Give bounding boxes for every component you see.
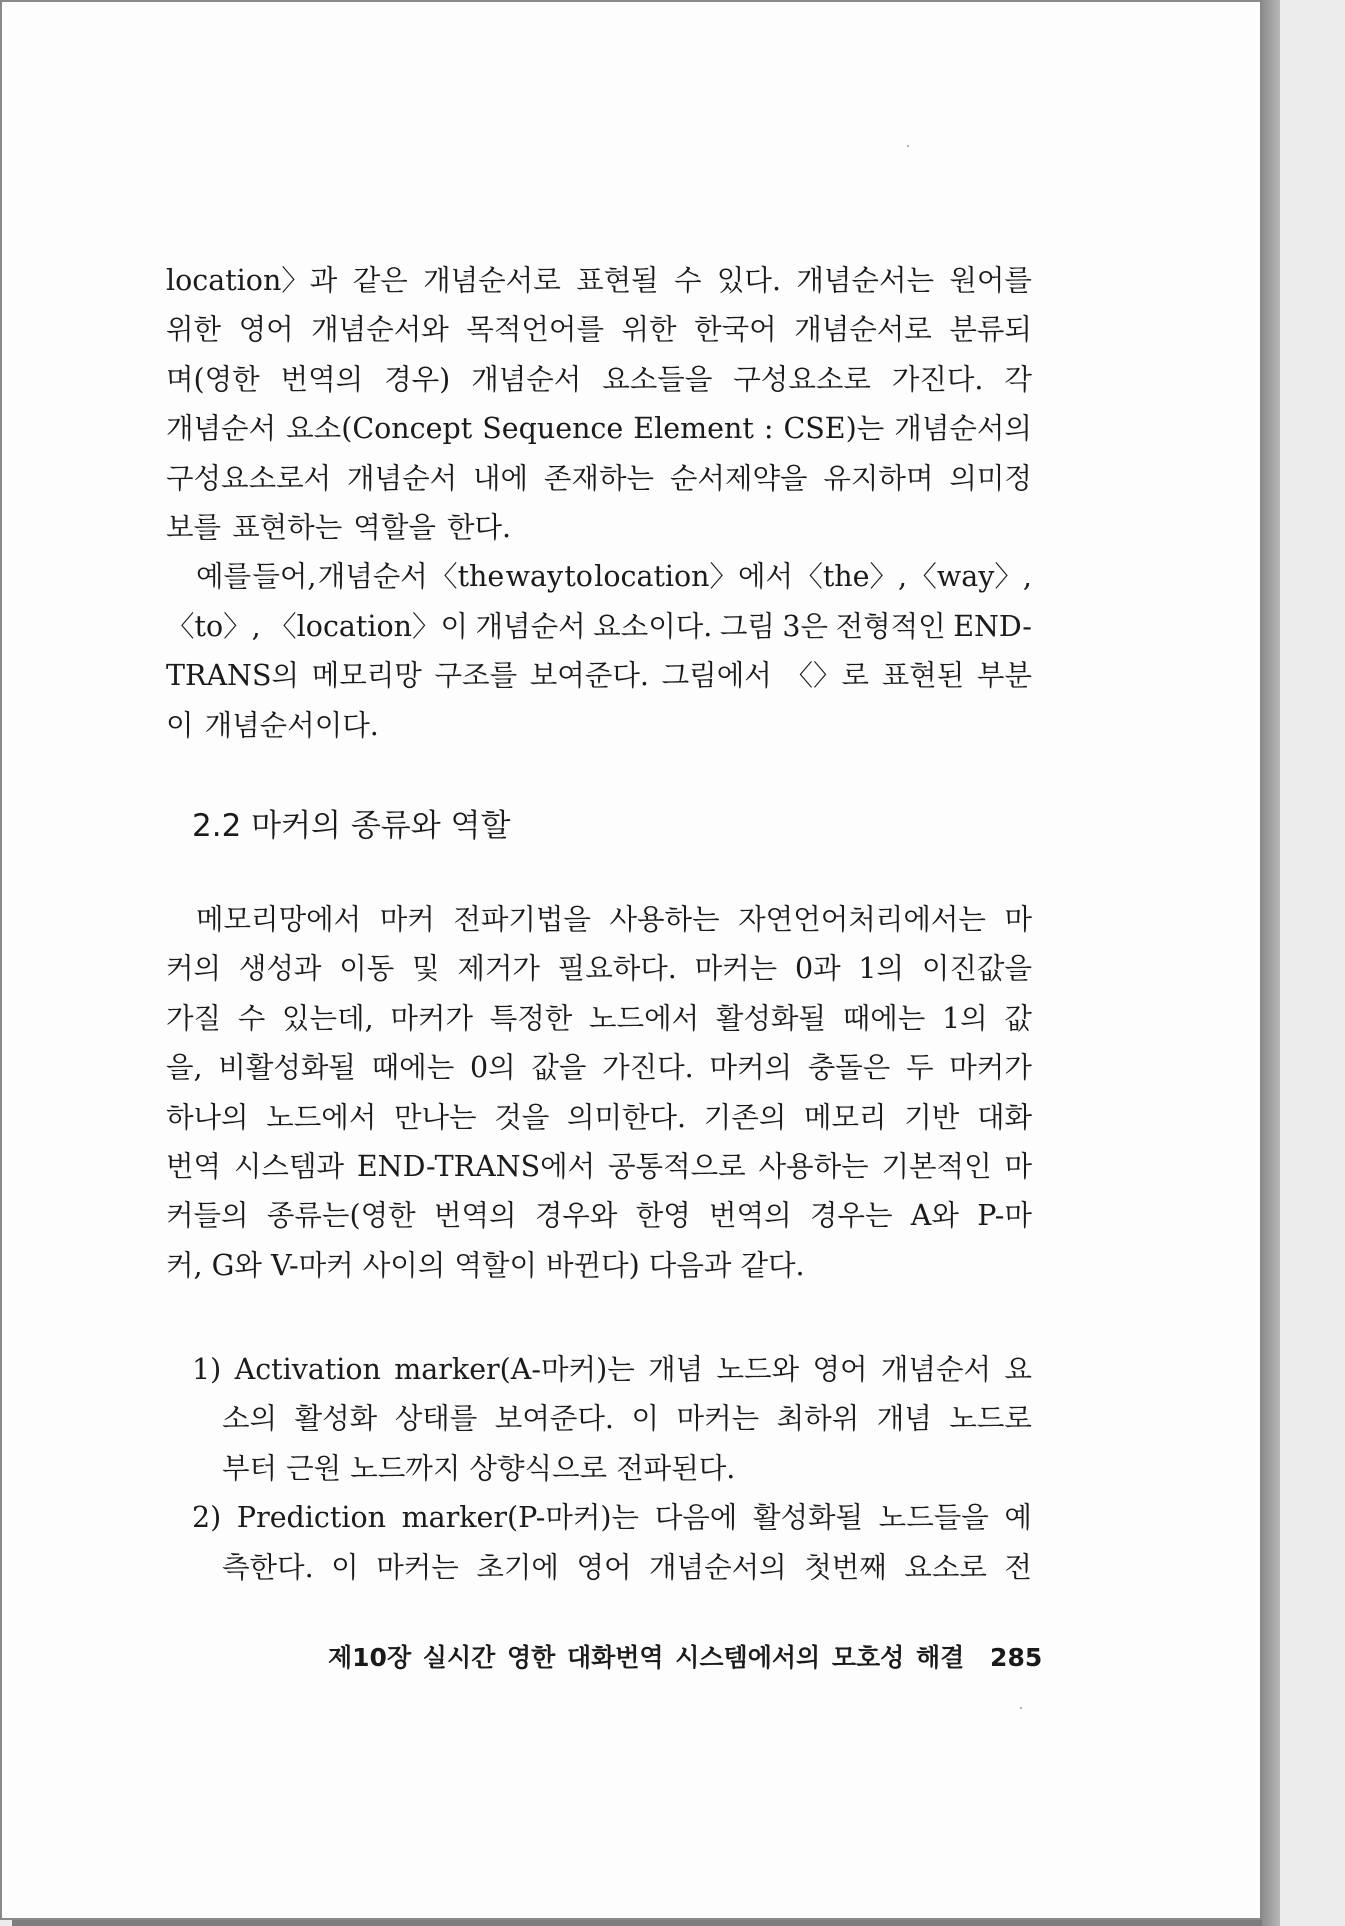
text-line: 개념순서 요소(Concept Sequence Element : CSE)는 개념순서의 [166, 412, 1032, 446]
scan-speck [1020, 1707, 1022, 1709]
page-number: 285 [990, 1643, 1043, 1672]
text-line: 며(영한 번역의 경우) 개념순서 요소들을 구성요소로 가진다. 각 [166, 362, 1032, 396]
text-line: 커들의 종류는(영한 번역의 경우와 한영 번역의 경우는 A와 P-마 [166, 1199, 1032, 1233]
body-paragraph-markers [166, 895, 1032, 1290]
list-item [192, 1345, 1032, 1493]
text-line: location〉과 같은 개념순서로 표현될 수 있다. 개념순서는 원어를 [166, 264, 1032, 297]
paragraph [166, 256, 1032, 552]
text-line: 2) Prediction marker(P-마커)는 다음에 활성화될 노드들을 예 [192, 1501, 1032, 1535]
scan-speck [907, 145, 909, 147]
running-chapter-title: 제10장 실시간 영한 대화번역 시스템에서의 모호성 해결 [328, 1643, 965, 1672]
text-line: 부터 근원 노드까지 상향식으로 전파된다. [222, 1451, 736, 1485]
text-line: 가질 수 있는데, 마커가 특정한 노드에서 활성화될 때에는 1의 값 [166, 1001, 1032, 1035]
text-line: 이 개념순서이다. [166, 708, 379, 742]
text-line: 측한다. 이 마커는 초기에 영어 개념순서의 첫번째 요소로 전 [222, 1550, 1032, 1584]
text-line: 1) Activation marker(A-마커)는 개념 노드와 영어 개념순서 요 [192, 1353, 1032, 1386]
page-footer [328, 1638, 1042, 1674]
text-line: TRANS의 메모리망 구조를 보여준다. 그림에서 〈〉로 표현된 부분 [166, 659, 1032, 693]
paragraph [166, 552, 1032, 750]
text-line: 커의 생성과 이동 및 제거가 필요하다. 마커는 0과 1의 이진값을 [166, 952, 1032, 986]
text-line: 위한 영어 개념순서와 목적언어를 위한 한국어 개념순서로 분류되 [166, 313, 1032, 347]
text-line: 을, 비활성화될 때에는 0의 값을 가진다. 마커의 충돌은 두 마커가 [166, 1051, 1032, 1085]
text-line: 소의 활성화 상태를 보여준다. 이 마커는 최하위 개념 노드로 [222, 1402, 1032, 1436]
text-line: 커, G와 V-마커 사이의 역할이 바뀐다) 다음과 같다. [166, 1248, 805, 1282]
page-edge [1262, 0, 1280, 1926]
text-line: 구성요소로서 개념순서 내에 존재하는 순서제약을 유지하며 의미정 [166, 461, 1032, 495]
text-line: 메모리망에서 마커 전파기법을 사용하는 자연언어처리에서는 마 [196, 903, 1032, 936]
marker-list [192, 1345, 1032, 1592]
text-line: 번역 시스템과 END-TRANS에서 공통적으로 사용하는 기본적인 마 [166, 1150, 1032, 1184]
text-line: 예를 들어, 개념순서 〈the way to location〉에서 〈the〉, 〈way〉, [196, 560, 1032, 594]
text-line: 〈to〉, 〈location〉이 개념순서 요소이다. 그림 3은 전형적인 END- [166, 609, 1032, 643]
body-paragraphs-top [166, 256, 1032, 750]
text-line: 하나의 노드에서 만나는 것을 의미한다. 기존의 메모리 기반 대화 [166, 1100, 1032, 1134]
text-line: 보를 표현하는 역할을 한다. [166, 511, 512, 545]
list-item [192, 1493, 1032, 1592]
section-heading: 2.2 마커의 종류와 역할 [192, 808, 511, 844]
